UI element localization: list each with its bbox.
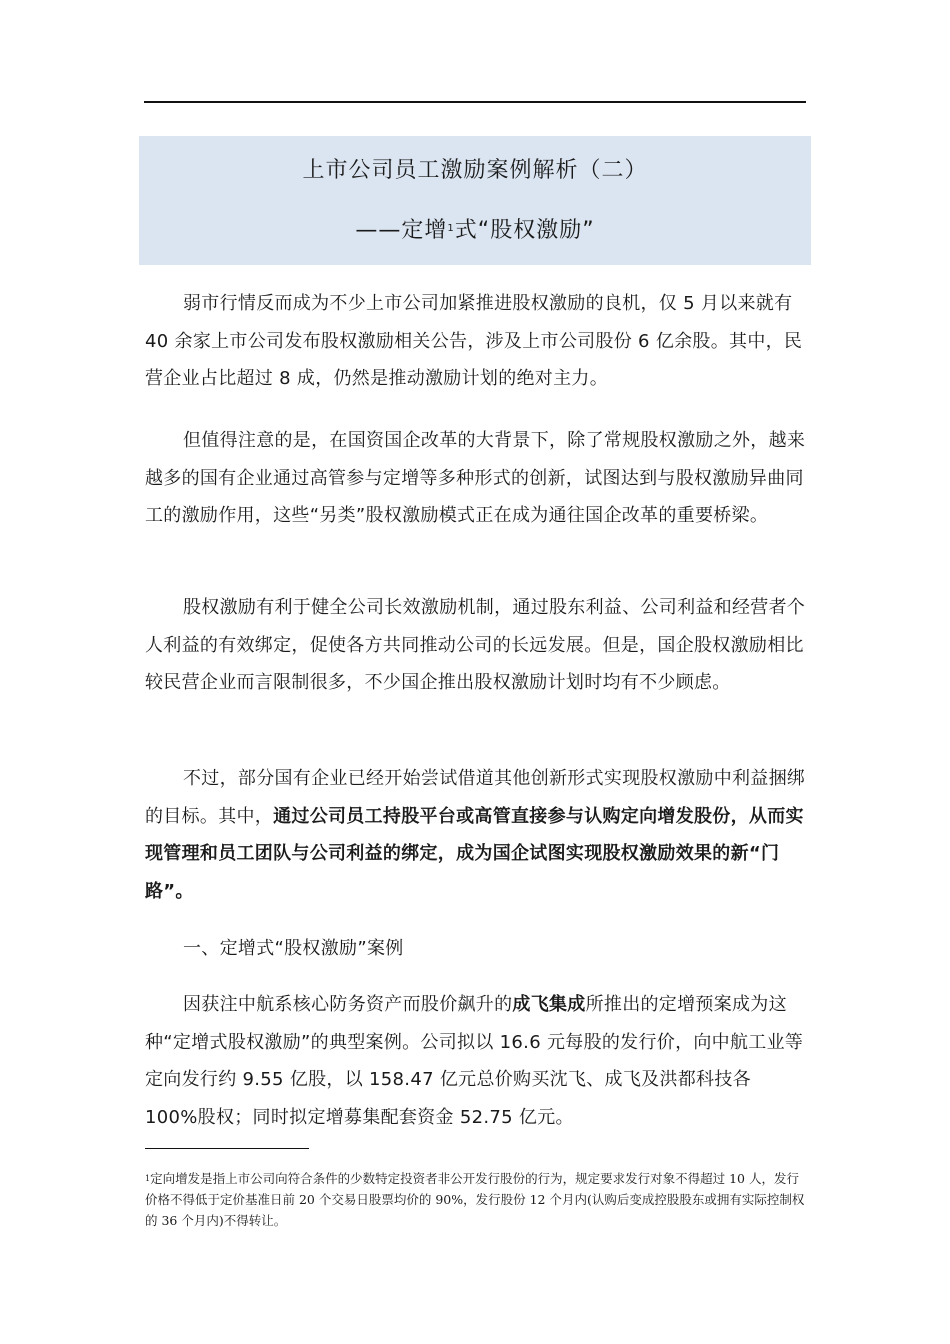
page-title: 上市公司员工激励案例解析（二） [302,158,648,183]
footnote-reference[interactable]: 1 [447,223,455,234]
paragraph-5 [145,986,809,1136]
footnote-marker: 1 [145,1174,151,1183]
paragraph-2: 但值得注意的是，在国资国企改革的大背景下，除了常规股权激励之外，越来越多的国有企业通过高管参与定增等多种形式的创新，试图达到与股权激励异曲同工的激励作用，这些“另类”股权激励模式正在成为通往国企改革的重要桥梁。 [145,430,806,526]
footnote [145,1168,805,1231]
title-banner [139,136,811,265]
top-divider [144,101,806,103]
paragraph-3: 股权激励有利于健全公司长效激励机制，通过股东利益、公司利益和经营者个人利益的有效绑定，促使各方共同推动公司的长远发展。但是，国企股权激励相比较民营企业而言限制很多，不少国企推出股权激励计划时均有不少顾虑。 [145,597,806,693]
paragraph-5-text-end: 所推出的定增预案成为这种“定增式股权激励”的典型案例。公司拟以 16.6 元每股的发行价，向中航工业等定向发行约 9.55 亿股，以 158.47 亿元总价购买沈飞、成飞及洪都科技各 100%股权；同时拟定增募集配套资金 52.75 亿元。 [145,994,804,1128]
subtitle-prefix: ——定增 [355,218,448,243]
paragraph-4-text: 不过，部分国有企业已经开始尝试借道其他创新形式实现股权激励中利益捆绑的目标。其中， [145,768,806,827]
footnote-text: 定向增发是指上市公司向符合条件的少数特定投资者非公开发行股份的行为，规定要求发行对象不得超过 10 人，发行价格不得低于定价基准日前 20 个交易日股票均价的 90%，发行股份 12 个月内(认购后变成控股股东或拥有实际控制权的 36 个月内)不得转让。 [145,1171,805,1228]
page-subtitle [139,216,811,246]
company-name-emphasis: 成飞集成 [512,994,586,1015]
paragraph-5-text-start: 因获注中航系核心防务资产而股价飙升的 [183,994,513,1015]
subtitle-suffix: 式“股权激励” [454,218,595,243]
section-heading: 一、定增式“股权激励”案例 [183,938,404,959]
paragraph-4 [145,760,809,910]
paragraph-4-emphasis: 通过公司员工持股平台或高管直接参与认购定向增发股份，从而实现管理和员工团队与公司利益的绑定，成为国企试图实现股权激励效果的新“门路”。 [145,805,804,902]
paragraph-1: 弱市行情反而成为不少上市公司加紧推进股权激励的良机，仅 5 月以来就有 40 余家上市公司发布股权激励相关公告，涉及上市公司股份 6 亿余股。其中，民营企业占比超过 8 成，仍然是推动激励计划的绝对主力。 [145,293,803,389]
footnote-divider [145,1148,309,1149]
